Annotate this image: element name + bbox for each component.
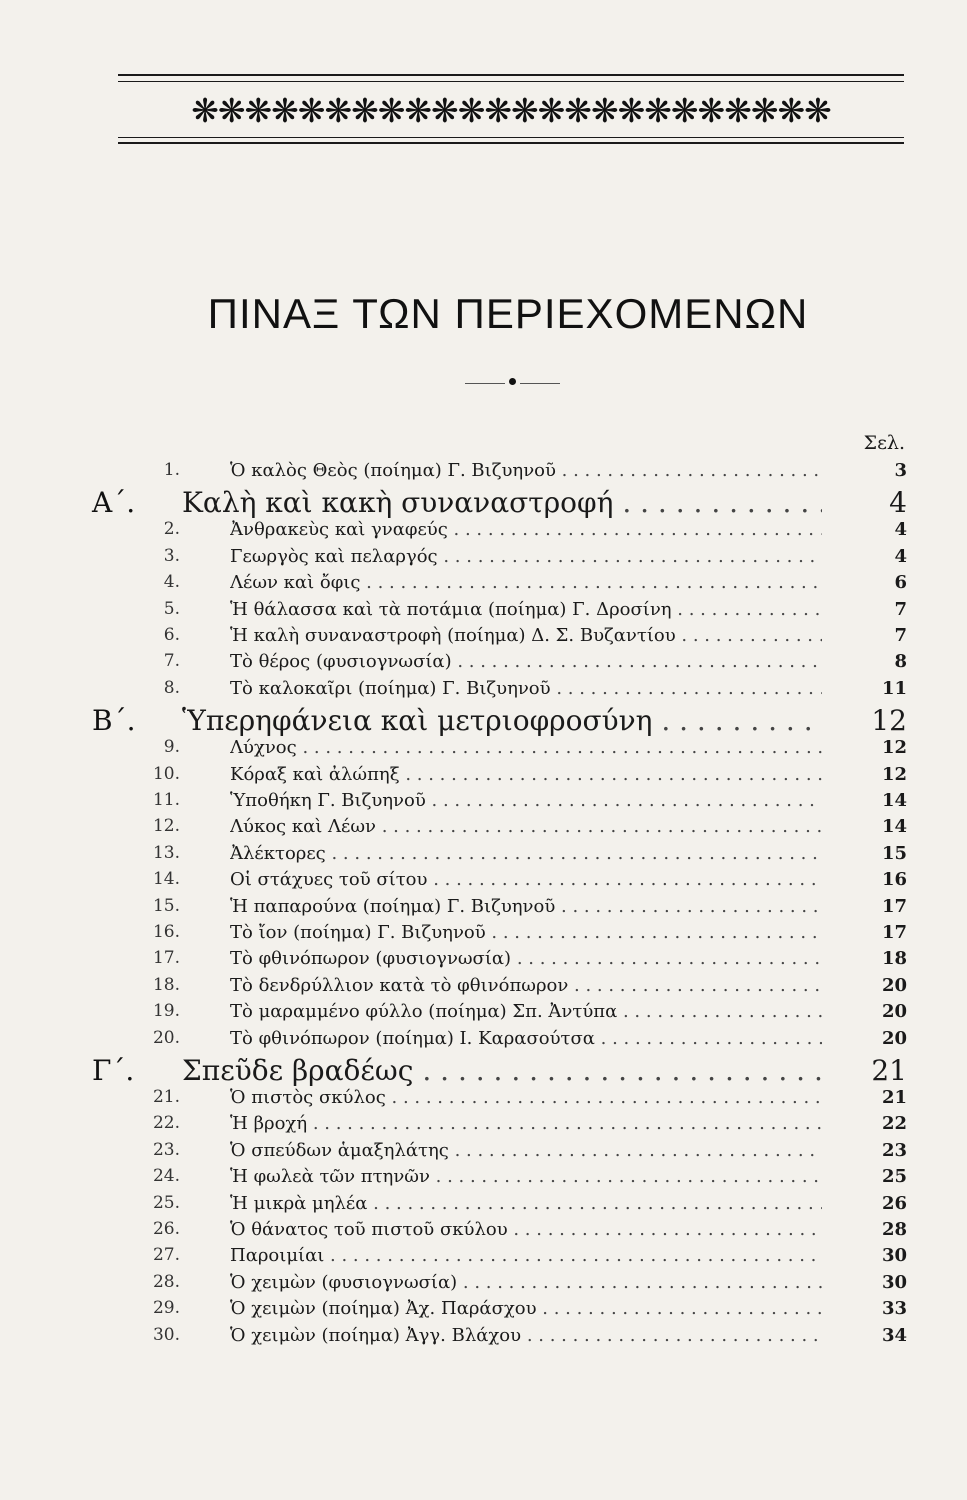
toc-entry-title: Τὸ μαραμμένο φύλλο (ποίημα) Σπ. Ἀντύπα . . . (230, 1001, 822, 1022)
toc-entry-title: Τὸ καλοκαῖρι (ποίημα) Γ. Βιζυηνοῦ . . . (230, 678, 822, 699)
toc-section-row (0, 1054, 967, 1087)
toc-number: 5. (163, 598, 180, 619)
toc-number: 13. (152, 842, 180, 863)
toc-page-number: 28 (881, 1219, 907, 1240)
toc-number: 29. (152, 1298, 180, 1319)
bottom-rule-thin (118, 137, 904, 138)
toc-number: 18. (152, 974, 180, 995)
toc-entry-title: Ὁ καλὸς Θεὸς (ποίημα) Γ. Βιζυηνοῦ . . . (230, 460, 822, 481)
toc-row (0, 1028, 967, 1054)
toc-number: 14. (152, 869, 180, 890)
toc-entry-title: Ἀνθρακεὺς καὶ γναφεύς . . . (230, 519, 822, 540)
toc-page-number: 8 (894, 651, 907, 673)
bottom-rule-thick (118, 142, 904, 144)
toc-row (0, 1113, 967, 1139)
toc-number: 25. (152, 1192, 180, 1213)
page-column-label: Σελ. (863, 432, 905, 454)
toc-row (0, 843, 967, 869)
toc-row (0, 948, 967, 974)
toc-row (0, 572, 967, 598)
toc-entry-title: Τὸ φθινόπωρον (φυσιογνωσία) . . . (230, 948, 822, 969)
toc-row (0, 1166, 967, 1192)
toc-entry-title: Ὁ χειμὼν (φυσιογνωσία) . . . (230, 1272, 822, 1293)
toc-number: 27. (152, 1245, 180, 1266)
toc-number: 10. (152, 763, 180, 784)
toc-page-number: 12 (881, 737, 907, 759)
toc-row (0, 599, 967, 625)
toc-number: 9. (163, 737, 180, 758)
toc-page-number: 22 (881, 1113, 907, 1135)
toc-entry-title: Ἡ καλὴ συναναστροφὴ (ποίημα) Δ. Σ. Βυζαντίου . . . (230, 625, 822, 646)
toc-page-number: 12 (881, 763, 907, 785)
toc-entry-title: Ἡ φωλεὰ τῶν πτηνῶν . . . (230, 1166, 822, 1187)
toc-row (0, 1087, 967, 1113)
title-separator-right (520, 383, 560, 384)
toc-row (0, 1001, 967, 1027)
toc-row (0, 790, 967, 816)
toc-row (0, 1325, 967, 1351)
toc-page-number: 7 (894, 598, 907, 620)
toc-number: 28. (152, 1271, 180, 1292)
toc-page-number: 15 (881, 842, 907, 864)
toc-page-number: 25 (881, 1166, 907, 1188)
toc-page-number: 7 (894, 625, 907, 646)
toc-row (0, 519, 967, 545)
toc-row (0, 896, 967, 922)
toc-entry-title: Ὑπερηφάνεια καὶ μετριοφροσύνη . . . (182, 704, 822, 737)
toc-page-number: 4 (894, 519, 907, 541)
toc-row (0, 975, 967, 1001)
toc-entry-title: Ὁ χειμὼν (ποίημα) Ἀχ. Παράσχου . . . (230, 1298, 822, 1319)
toc-number: 8. (163, 677, 180, 698)
toc-entry-title: Ἀλέκτορες . . . (230, 843, 822, 864)
toc-number: 7. (163, 651, 180, 672)
title-separator-left (465, 383, 505, 384)
toc-entry-title: Ὁ πιστὸς σκύλος . . . (230, 1087, 822, 1108)
toc-page-number: 30 (881, 1271, 907, 1293)
toc-number: 17. (152, 948, 180, 969)
toc-entry-title: Παροιμίαι . . . (230, 1245, 822, 1266)
toc-entry-title: Ὁ χειμὼν (ποίημα) Ἀγγ. Βλάχου . . . (230, 1325, 822, 1346)
toc-entry-title: Τὸ δενδρύλλιον κατὰ τὸ φθινόπωρον . . . (230, 975, 822, 996)
toc-page-number: 21 (881, 1087, 907, 1108)
toc-page-number: 20 (881, 974, 907, 996)
toc-number: 6. (163, 625, 180, 645)
toc-page-number: 18 (881, 948, 907, 970)
toc-row (0, 922, 967, 948)
toc-entry-title: Ὑποθήκη Γ. Βιζυηνοῦ . . . (230, 790, 822, 811)
toc-row (0, 1245, 967, 1271)
toc-number: Γ΄. (92, 1054, 135, 1087)
toc-page-number: 33 (881, 1298, 907, 1320)
toc-entry-title: Σπεῦδε βραδέως . . . (182, 1054, 822, 1087)
toc-number: 15. (152, 895, 180, 916)
toc-row (0, 816, 967, 842)
toc-row (0, 546, 967, 572)
toc-section-row (0, 704, 967, 738)
toc-entry-title: Τὸ θέρος (φυσιογνωσία) . . . (230, 651, 822, 672)
toc-number: 2. (163, 519, 180, 540)
toc-number: 30. (152, 1324, 180, 1345)
toc-page-number: 4 (889, 486, 907, 520)
toc-entry-title: Ὁ σπεύδων ἁμαξηλάτης . . . (230, 1140, 822, 1161)
toc-page-number: 16 (881, 869, 907, 891)
toc-page-number: 17 (881, 895, 907, 917)
toc-number: Β΄. (92, 704, 136, 738)
toc-page-number: 23 (881, 1139, 907, 1161)
toc-number: 19. (152, 1001, 180, 1022)
toc-row (0, 737, 967, 763)
toc-number: 21. (152, 1087, 180, 1107)
toc-entry-title: Ὁ θάνατος τοῦ πιστοῦ σκύλου . . . (230, 1219, 822, 1240)
toc-number: Α΄. (92, 486, 136, 520)
ornament-band: ❋❋❋❋❋❋❋❋❋❋❋❋❋❋❋❋❋❋❋❋❋❋❋❋ (191, 91, 831, 130)
toc-page-number: 12 (871, 704, 907, 738)
toc-row (0, 764, 967, 790)
toc-row (0, 651, 967, 677)
toc-entry-title: Καλὴ καὶ κακὴ συναναστροφή . . . (182, 486, 822, 519)
toc-entry-title: Ἡ θάλασσα καὶ τὰ ποτάμια (ποίημα) Γ. Δροσίνη . . . (230, 599, 822, 620)
toc-page-number: 20 (881, 1001, 907, 1023)
toc-page-number: 20 (881, 1027, 907, 1049)
page-title: ΠΙΝΑΞ ΤΩΝ ΠΕΡΙΕΧΟΜΕΝΩΝ (207, 290, 809, 337)
toc-page-number: 4 (894, 545, 907, 567)
toc-row (0, 1193, 967, 1219)
toc-number: 24. (152, 1166, 180, 1187)
toc-page-number: 26 (881, 1192, 907, 1214)
toc-row (0, 625, 967, 651)
toc-entry-title: Γεωργὸς καὶ πελαργός . . . (230, 546, 822, 567)
toc-number: 11. (152, 790, 180, 810)
toc-number: 26. (152, 1219, 180, 1239)
toc-number: 12. (152, 816, 180, 837)
toc-page-number: 11 (881, 677, 907, 699)
top-rule-thin (118, 81, 904, 82)
toc-entry-title: Ἡ μικρὰ μηλέα . . . (230, 1193, 822, 1214)
toc-number: 4. (163, 572, 180, 593)
toc-section-row (0, 486, 967, 520)
title-separator-dot (509, 378, 516, 385)
toc-number: 16. (152, 922, 180, 942)
toc-entry-title: Κόραξ καὶ ἀλώπηξ . . . (230, 764, 822, 785)
toc-page-number: 34 (881, 1324, 907, 1346)
toc-page-number: 14 (881, 790, 907, 811)
toc-row (0, 460, 967, 486)
toc-row (0, 678, 967, 704)
toc-entry-title: Τὸ ἴον (ποίημα) Γ. Βιζυηνοῦ . . . (230, 922, 822, 943)
toc-page-number: 6 (894, 572, 907, 594)
toc-entry-title: Ἡ παπαρούνα (ποίημα) Γ. Βιζυηνοῦ . . . (230, 896, 822, 917)
toc-page-number: 14 (881, 816, 907, 838)
toc-row (0, 1298, 967, 1324)
toc-number: 3. (163, 545, 180, 566)
toc-entry-title: Ἡ βροχή . . . (230, 1113, 822, 1134)
toc-entry-title: Λέων καὶ ὄφις . . . (230, 572, 822, 593)
toc-entry-title: Τὸ φθινόπωρον (ποίημα) Ι. Καρασούτσα . . . (230, 1028, 822, 1049)
toc-row (0, 1219, 967, 1245)
toc-number: 1. (163, 460, 180, 480)
toc-page-number: 17 (881, 922, 907, 943)
toc-row (0, 1272, 967, 1298)
top-rule-thick (118, 74, 904, 76)
toc-number: 22. (152, 1113, 180, 1134)
toc-entry-title: Λύχνος . . . (230, 737, 822, 758)
toc-number: 23. (152, 1139, 180, 1160)
toc-number: 20. (152, 1027, 180, 1048)
toc-row (0, 869, 967, 895)
toc-page-number: 30 (881, 1245, 907, 1267)
toc-row (0, 1140, 967, 1166)
toc-page-number: 21 (871, 1054, 907, 1087)
toc-page-number: 3 (894, 460, 907, 481)
toc-entry-title: Οἱ στάχυες τοῦ σίτου . . . (230, 869, 822, 890)
toc-entry-title: Λύκος καὶ Λέων . . . (230, 816, 822, 837)
